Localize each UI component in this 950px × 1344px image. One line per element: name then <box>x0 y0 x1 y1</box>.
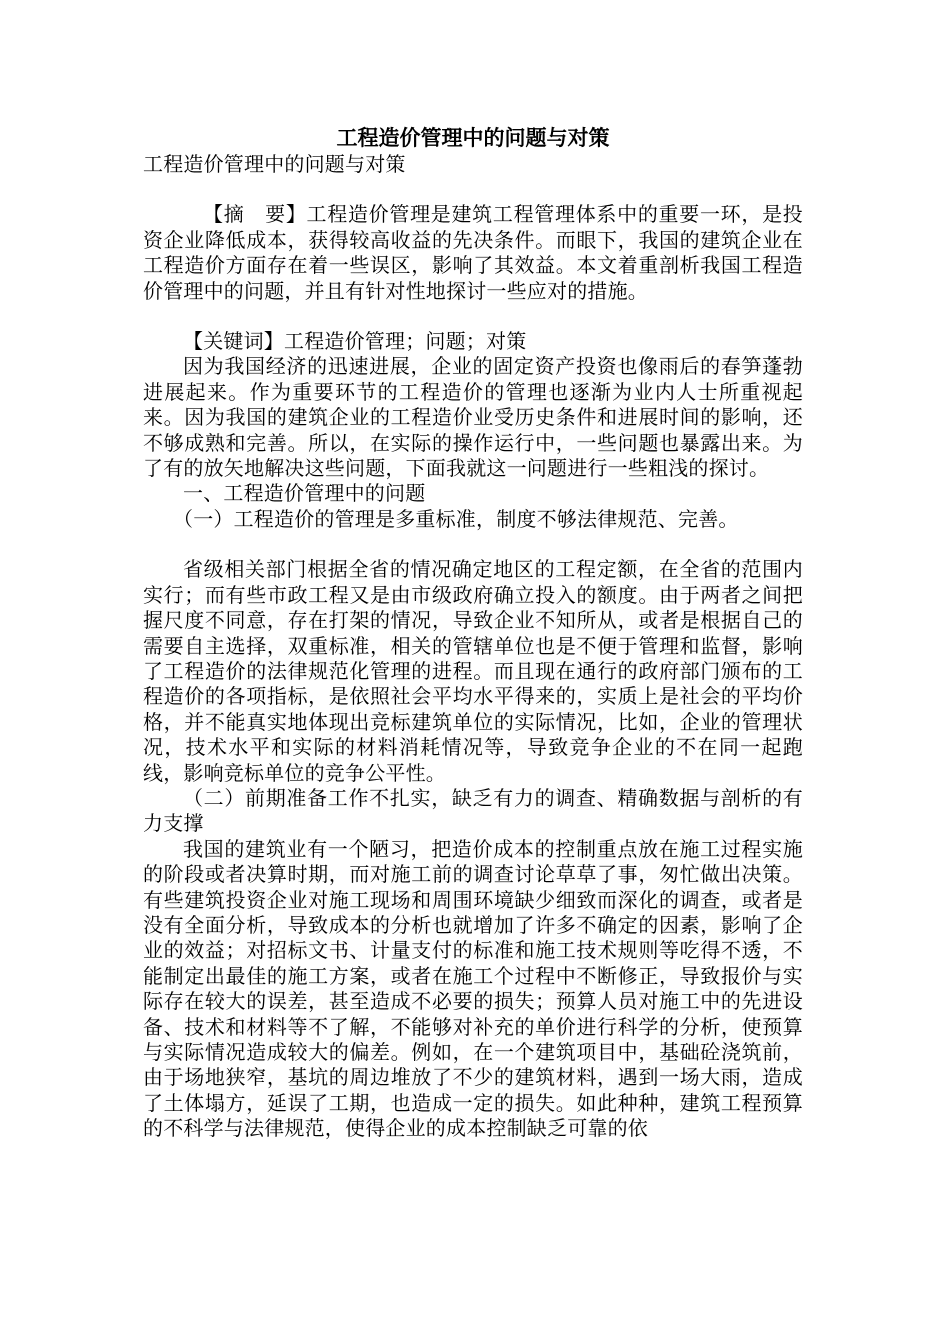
intro-paragraph: 因为我国经济的迅速进展，企业的固定资产投资也像雨后的春笋蓬勃进展起来。作为重要环节的工程造价的管理也逐渐为业内人士所重视起来。因为我国的建筑企业的工程造价业受历史条件和进展时间的影响，还不够成熟和完善。所以，在实际的操作运行中，一些问题也暴露出来。为了有的放矢地解决这些问题，下面我就这一问题进行一些粗浅的探讨。 <box>143 354 803 481</box>
section-heading-1: 一、工程造价管理中的问题 <box>183 481 426 506</box>
document-subtitle: 工程造价管理中的问题与对策 <box>143 152 406 176</box>
body-paragraph-1: 省级相关部门根据全省的情况确定地区的工程定额，在全省的范围内实行；而有些市政工程又是由市级政府确立投入的额度。由于两者之间把握尺度不同意，存在打架的情况，导致企业不知所从，或者是根据自己的需要自主选择，双重标准，相关的管辖单位也是不便于管理和监督，影响了工程造价的法律规范化管理的进程。而且现在通行的政府部门颁布的工程造价的各项指标，是依照社会平均水平得来的，实质上是社会的平均价格，并不能真实地体现出竞标建筑单位的实际情况，比如，企业的管理状况，技术水平和实际的材料消耗情况等，导致竞争企业的不在同一起跑线，影响竞标单位的竞争公平性。 <box>143 557 803 785</box>
spacer <box>143 532 803 557</box>
document-body <box>143 124 803 1142</box>
spacer <box>143 304 803 329</box>
body-paragraph-2: 我国的建筑业有一个陋习，把造价成本的控制重点放在施工过程实施的阶段或者决算时期，而对施工前的调查讨论草草了事，匆忙做出决策。有些建筑投资企业对施工现场和周围环境缺少细致而深化的调查，或者是没有全面分析，导致成本的分析也就增加了许多不确定的因素，影响了企业的效益；对招标文书、计量支付的标准和施工技术规则等吃得不透，不能制定出最佳的施工方案，或者在施工个过程中不断修正，导致报价与实际存在较大的误差，甚至造成不必要的损失；预算人员对施工中的先进设备、技术和材料等不了解，不能够对补充的单价进行科学的分析，使预算与实际情况造成较大的偏差。例如，在一个建筑项目中，基础砼浇筑前，由于场地狭窄，基坑的周边堆放了不少的建筑材料，遇到一场大雨，造成了土体塌方，延误了工期，也造成一定的损失。如此种种，建筑工程预算的不科学与法律规范，使得企业的成本控制缺乏可靠的依 <box>143 836 803 1141</box>
subsection-heading-2: （二）前期准备工作不扎实，缺乏有力的调查、精确数据与剖析的有力支撑 <box>143 785 803 836</box>
abstract-paragraph: 【摘 要】工程造价管理是建筑工程管理体系中的重要一环，是投资企业降低成本，获得较高收益的先决条件。而眼下，我国的建筑企业在工程造价方面存在着一些误区，影响了其效益。本文着重剖析我国工程造价管理中的问题，并且有针对性地探讨一些应对的措施。 <box>143 202 803 303</box>
subsection-heading-1: （一）工程造价的管理是多重标准，制度不够法律规范、完善。 <box>173 506 739 531</box>
document-title: 工程造价管理中的问题与对策 <box>336 125 610 150</box>
spacer <box>143 177 803 202</box>
keywords-line: 【关键词】工程造价管理；问题；对策 <box>183 329 527 354</box>
